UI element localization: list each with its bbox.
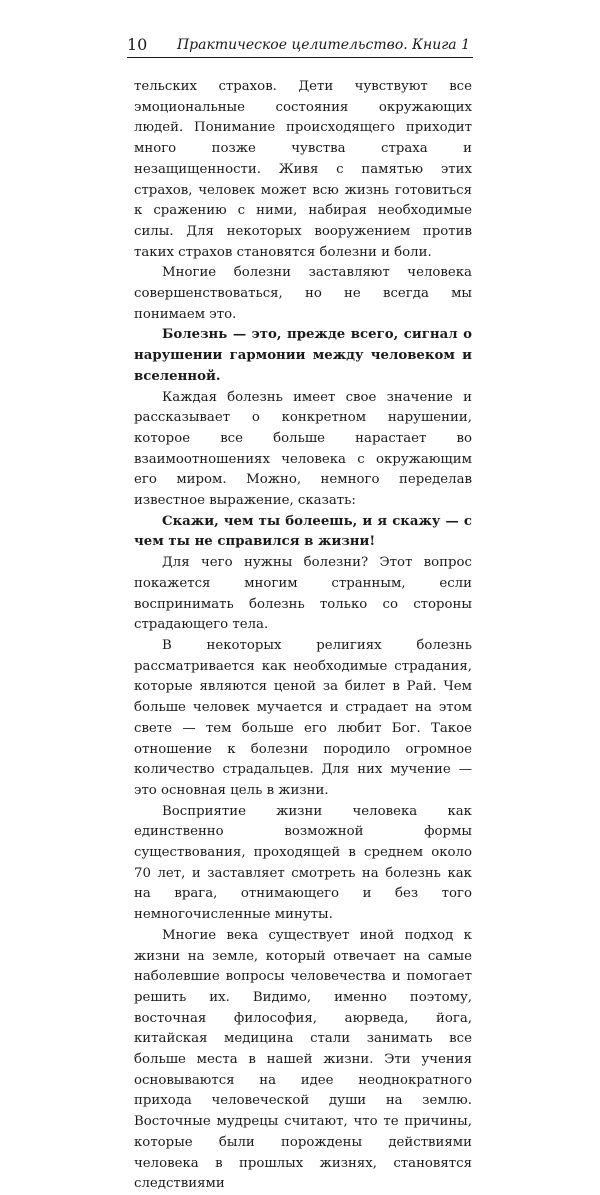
paragraph: В некоторых религиях болезнь рассматривается как необходимые страдания, которые являются ценой за билет в Рай. Чем больше человек мучается и страдает на этом свете — тем больше его любит Бог. Такое отношение к болезни породило огромное количество страдальцев. Для них мучение — это основная цель в жизни.: [134, 637, 472, 798]
bold-statement: Скажи, чем ты болеешь, и я скажу — с чем ты не справился в жизни!: [134, 513, 472, 550]
paragraph: Для чего нужны болезни? Этот вопрос покажется многим странным, если воспринимать болезнь только со стороны страдающего тела.: [134, 555, 472, 633]
page-number: 10: [127, 35, 148, 54]
header-rule: [127, 57, 473, 58]
bold-statement: Болезнь — это, прежде всего, сигнал о нарушении гармонии между человеком и вселенной.: [134, 327, 472, 384]
page-body: [134, 77, 472, 1195]
paragraph: Восприятие жизни человека как единственно возможной формы существования, проходящей в среднем около 70 лет, и заставляет смотреть на болезнь как на врага, отнимающего и без того немногочисленные минуты.: [134, 803, 472, 923]
paragraph: Многие века существует иной подход к жизни на земле, который отвечает на самые наболевшие вопросы человечества и помогает решить их. Видимо, именно поэтому, восточная философия, аюрведа, йога, китайская медицина стали занимать все больше места в нашей жизни. Эти учения основываются на идее неоднократного прихода человеческой души на землю. Восточные мудрецы считают, что те причины, которые были порождены действиями человека в прошлых жизнях, становятся следствиями: [134, 927, 472, 1192]
paragraph: тельских страхов. Дети чувствуют все эмоциональные состояния окружающих людей. Понимание происходящего приходит много позже чувства страха и незащищенности. Живя с памятью этих страхов, человек может всю жизнь готовиться к сражению с ними, набирая необходимые силы. Для некоторых вооружением против таких страхов становятся болезни и боли.: [134, 79, 472, 260]
page-header: [127, 34, 473, 58]
running-title: Практическое целительство. Книга 1: [176, 37, 470, 53]
paragraph: Каждая болезнь имеет свое значение и рассказывает о конкретном нарушении, которое все больше нарастает во взаимоотношениях человека с окружающим его миром. Можно, немного переделав известное выражение, сказать:: [134, 389, 472, 509]
paragraph: Многие болезни заставляют человека совершенствоваться, но не всегда мы понимаем это.: [134, 265, 472, 322]
